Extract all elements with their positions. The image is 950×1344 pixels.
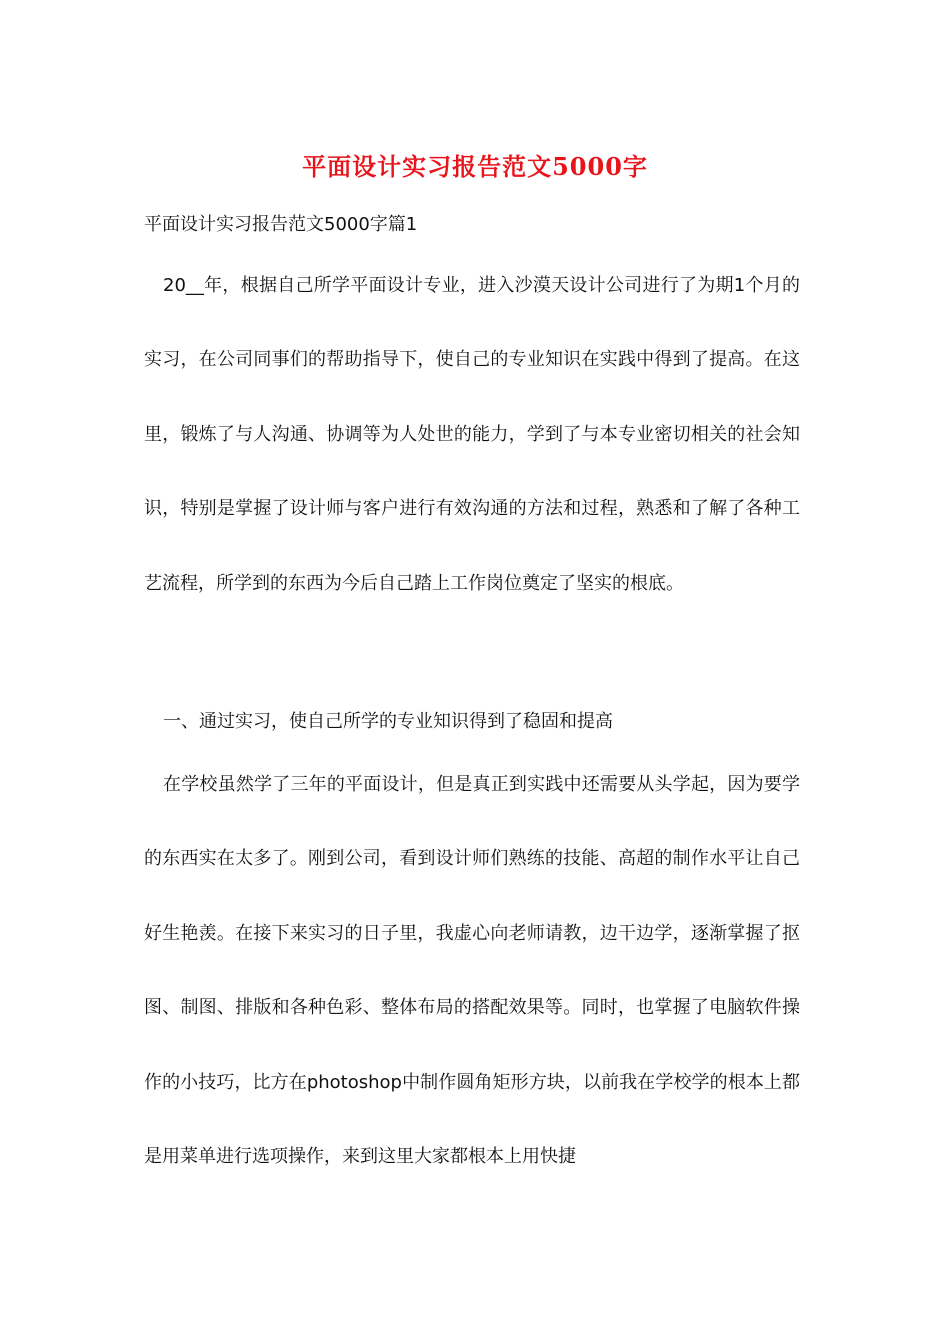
section-heading: 一、通过实习，使自己所学的专业知识得到了稳固和提高 — [163, 711, 613, 732]
body-paragraph-2: 在学校虽然学了三年的平面设计，但是真正到实践中还需要从头学起，因为要学的东西实在太多了。刚到公司，看到设计师们熟练的技能、高超的制作水平让自己好生艳羡。在接下来实习的日子里，我虚心向老师请教，边干边学，逐渐掌握了抠图、制图、排版和各种色彩、整体布局的搭配效果等。同时，也掌握了电脑软件操作的小技巧，比方在photoshop中制作圆角矩形方块，以前我在学校学的根本上都是用菜单进行选项操作，来到这里大家都根本上用快捷 — [144, 774, 800, 1168]
document-subtitle: 平面设计实习报告范文5000字篇1 — [144, 214, 418, 235]
document-title: 平面设计实习报告范文5000字 — [302, 152, 648, 181]
body-paragraph-1: 20__年，根据自己所学平面设计专业，进入沙漠天设计公司进行了为期1个月的实习，在公司同事们的帮助指导下，使自己的专业知识在实践中得到了提高。在这里，锻炼了与人沟通、协调等为人处世的能力，学到了与本专业密切相关的社会知识，特别是掌握了设计师与客户进行有效沟通的方法和过程，熟悉和了解了各种工艺流程，所学到的东西为今后自己踏上工作岗位奠定了坚实的根底。 — [144, 275, 800, 594]
